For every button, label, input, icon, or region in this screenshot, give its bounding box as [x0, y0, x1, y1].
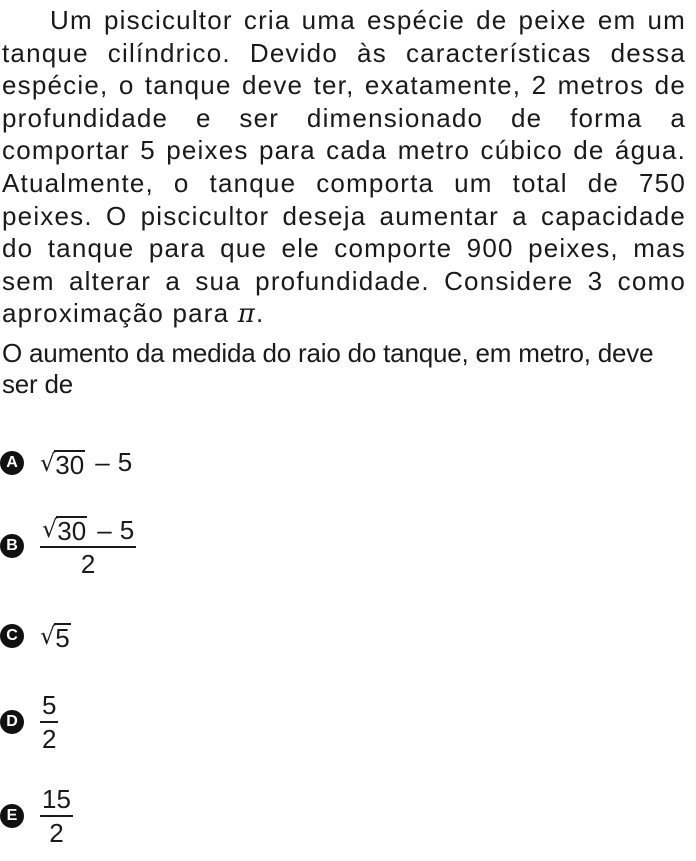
option-b[interactable]: [0, 514, 136, 578]
option-b-denominator: 2: [80, 549, 96, 579]
option-a-sqrt: [40, 448, 85, 478]
option-a-term: 5: [117, 447, 133, 477]
option-b-sqrt: [42, 514, 87, 544]
option-a-expression: [40, 447, 132, 478]
option-d[interactable]: [0, 691, 58, 753]
option-d-numerator: 5: [42, 690, 57, 720]
option-b-radicand: 30: [57, 516, 87, 546]
question-prompt: O aumento da medida do raio do tanque, em metro, deve ser de: [2, 338, 654, 399]
option-d-denominator: 2: [42, 724, 57, 754]
option-b-fraction: [40, 514, 136, 578]
option-c-sqrt: [40, 621, 71, 651]
sqrt-icon: √: [42, 515, 58, 543]
option-b-term: 5: [119, 515, 135, 545]
pi-symbol: π: [237, 299, 257, 330]
option-a-radicand: 30: [55, 450, 85, 480]
question-stem: [2, 4, 686, 331]
sqrt-icon: √: [40, 622, 56, 650]
option-e-fraction: [40, 785, 73, 847]
option-c-badge: C: [0, 624, 24, 648]
option-e-denominator: 2: [49, 818, 64, 848]
option-b-badge: B: [0, 534, 24, 558]
option-c-radicand: 5: [55, 623, 70, 653]
option-e[interactable]: [0, 785, 73, 847]
option-d-badge: D: [0, 710, 24, 734]
option-a-badge: A: [0, 451, 24, 475]
option-a[interactable]: [0, 447, 132, 478]
option-d-fraction: [40, 691, 58, 753]
stem-period: .: [256, 298, 265, 329]
option-e-numerator: 15: [42, 784, 71, 814]
option-b-numerator: [40, 514, 136, 546]
option-a-operator: –: [95, 447, 110, 477]
option-e-badge: E: [0, 804, 24, 828]
option-b-operator: –: [97, 515, 112, 545]
option-c[interactable]: [0, 621, 71, 651]
sqrt-icon: √: [40, 449, 56, 477]
stem-text: Um piscicultor cria uma espécie de peixe em um tanque cilíndrico. Devido às características dessa espécie, o tanque deve ter, exatamente, 2 metros de profundidade e ser dimensionado de forma a comportar 5 peixes para cada metro cúbico de água. Atualmente, o tanque comporta um total de 750 peixes. O piscicultor deseja aumentar a capacidade do tanque para que ele comporte 900 peixes, mas sem alterar a sua profundidade. Considere 3 como aproximação para: [2, 5, 686, 329]
